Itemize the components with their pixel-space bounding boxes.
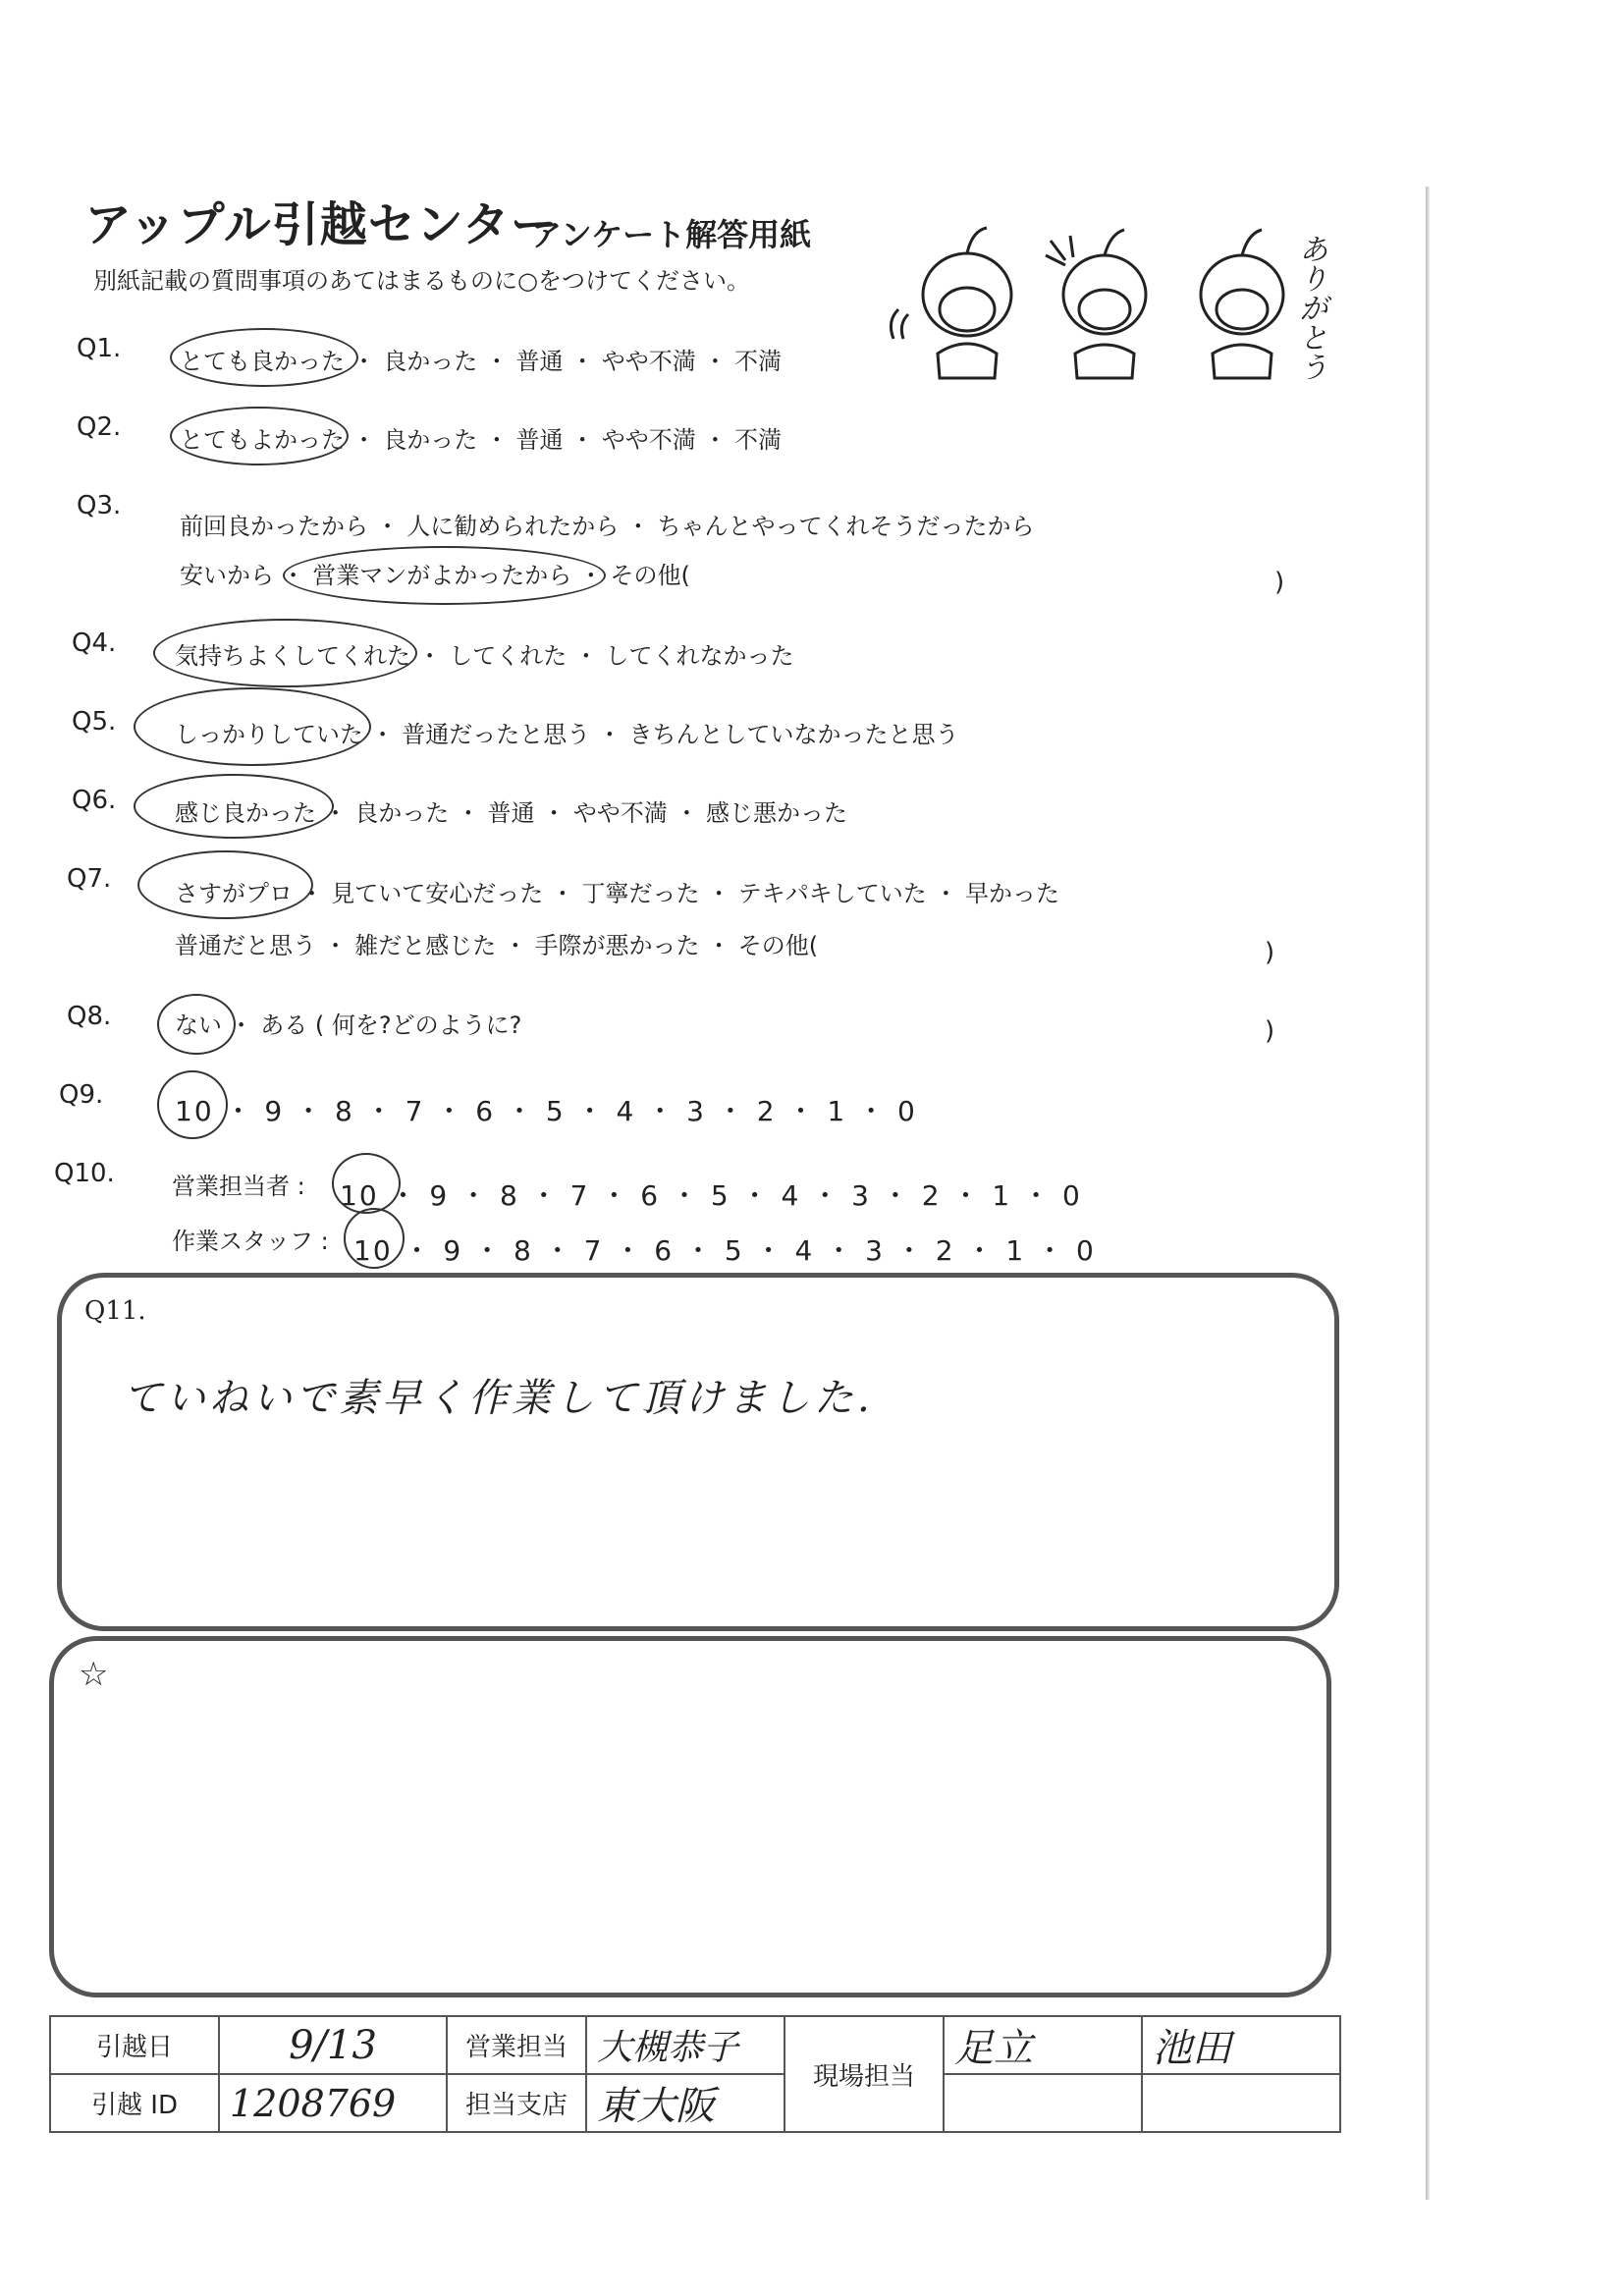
q10-staff-answer-circle [344, 1208, 405, 1269]
q8-close-paren: ) [1265, 1016, 1275, 1046]
q4-answer-circle [153, 619, 417, 687]
q6-answer-circle [134, 774, 334, 839]
instruction-text: 別紙記載の質問事項のあてはまるものに○をつけてください。 [93, 267, 750, 295]
q11-label: Q11. [84, 1296, 146, 1326]
branch-label: 担当支店 [447, 2074, 586, 2132]
mascot-monkey-1 [891, 228, 1011, 378]
q10-sales-label: 営業担当者 : [172, 1173, 305, 1200]
q3-label: Q3. [77, 491, 122, 520]
q10-sales-scale[interactable]: 10 ・ 9 ・ 8 ・ 7 ・ 6 ・ 5 ・ 4 ・ 3 ・ 2 ・ 1 ・ 0 [340, 1179, 1082, 1212]
q1-answer-circle [170, 328, 358, 387]
q9-label: Q9. [59, 1080, 104, 1110]
q7-close-paren: ) [1265, 938, 1275, 967]
move-id-label: 引越 ID [50, 2074, 219, 2132]
q2-answer-circle [170, 407, 349, 465]
q2-options[interactable]: とてもよかった ・ 良かった ・ 普通 ・ やや不満 ・ 不満 [180, 426, 783, 454]
q10-sales-answer-circle [332, 1153, 401, 1214]
q10-staff-label: 作業スタッフ : [172, 1228, 329, 1255]
site-rep-empty-1[interactable] [944, 2074, 1142, 2132]
q10-label: Q10. [54, 1159, 115, 1188]
q8-label: Q8. [67, 1002, 112, 1031]
q8-options[interactable]: ない ・ ある ( 何を?どのように? [175, 1011, 522, 1039]
move-date-label: 引越日 [50, 2016, 219, 2074]
form-title: アンケート解答用紙 [530, 216, 812, 253]
q11-answer[interactable]: ていねいで素早く作業して頂けました. [123, 1376, 874, 1421]
q4-options[interactable]: 気持ちよくしてくれた ・ してくれた ・ してくれなかった [175, 642, 794, 670]
q6-options[interactable]: 感じ良かった ・ 良かった ・ 普通 ・ やや不満 ・ 感じ悪かった [175, 799, 848, 827]
q10-staff-scale[interactable]: 10 ・ 9 ・ 8 ・ 7 ・ 6 ・ 5 ・ 4 ・ 3 ・ 2 ・ 1 ・ 0 [353, 1234, 1096, 1267]
q5-label: Q5. [72, 707, 117, 737]
q3-options-line2[interactable]: 安いから ・ 営業マンがよかったから ・ その他( [180, 562, 690, 589]
q11-box[interactable] [57, 1273, 1339, 1631]
q9-scale[interactable]: 10 ・ 9 ・ 8 ・ 7 ・ 6 ・ 5 ・ 4 ・ 3 ・ 2 ・ 1 ・ 0 [175, 1095, 917, 1127]
q7-options-line1[interactable]: さすがプロ ・ 見ていて安心だった ・ 丁寧だった ・ テキパキしていた ・ 早かった [175, 880, 1060, 907]
q9-answer-circle [157, 1070, 228, 1139]
q3-close-paren: ) [1274, 568, 1285, 597]
q4-label: Q4. [72, 629, 117, 658]
q7-options-line2[interactable]: 普通だと思う ・ 雑だと感じた ・ 手際が悪かった ・ その他( [175, 932, 819, 959]
sales-rep-value[interactable]: 大槻恭子 [586, 2016, 784, 2074]
mascot-monkey-3 [1201, 230, 1283, 378]
move-date-value[interactable]: 9/13 [219, 2016, 447, 2074]
q1-label: Q1. [77, 334, 122, 363]
page-edge-shadow [1426, 187, 1430, 2200]
q2-label: Q2. [77, 412, 122, 442]
q8-answer-circle [157, 994, 236, 1055]
company-title: アップル引越センター [84, 197, 559, 252]
mascot-illustration [879, 216, 1330, 393]
site-rep-empty-2[interactable] [1142, 2074, 1340, 2132]
site-rep-label: 現場担当 [784, 2016, 944, 2132]
q7-answer-circle [137, 850, 313, 919]
move-id-value[interactable]: 1208769 [219, 2074, 447, 2132]
mascot-text: ありがとう [1293, 234, 1327, 381]
q5-options[interactable]: しっかりしていた ・ 普通だったと思う ・ きちんとしていなかったと思う [175, 721, 959, 748]
site-rep-1-value[interactable]: 足立 [944, 2016, 1142, 2074]
q1-options[interactable]: とても良かった ・ 良かった ・ 普通 ・ やや不満 ・ 不満 [180, 348, 783, 375]
star-box[interactable] [49, 1636, 1331, 1997]
mascot-monkey-2 [1046, 230, 1146, 378]
q7-label: Q7. [67, 864, 112, 894]
site-rep-2-value[interactable]: 池田 [1142, 2016, 1340, 2074]
sales-rep-label: 営業担当 [447, 2016, 586, 2074]
q3-options-line1[interactable]: 前回良かったから ・ 人に勧められたから ・ ちゃんとやってくれそうだったから [180, 513, 1035, 540]
branch-value[interactable]: 東大阪 [586, 2074, 784, 2132]
q3-answer-circle [283, 546, 606, 605]
q5-answer-circle [134, 687, 371, 766]
star-label: ☆ [79, 1655, 109, 1694]
q6-label: Q6. [72, 786, 117, 815]
move-info-table [49, 2015, 1341, 2133]
